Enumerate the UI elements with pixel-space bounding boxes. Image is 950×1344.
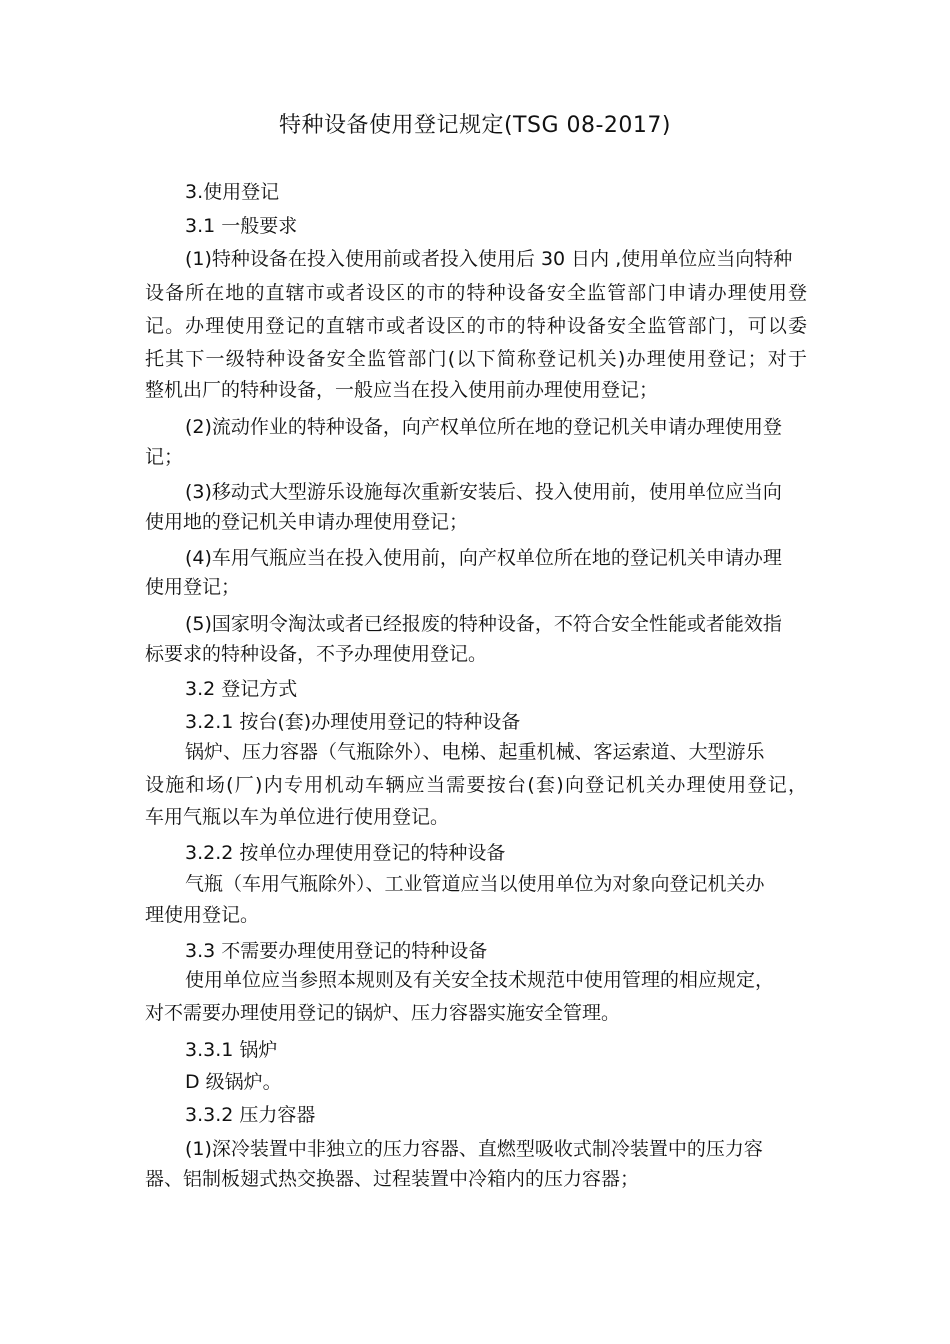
- paragraph-line: (1)深冷装置中非独立的压力容器、直燃型吸收式制冷装置中的压力容: [185, 1138, 763, 1160]
- paragraph-line: (3)移动式大型游乐设施每次重新安装后、投入使用前，使用单位应当向: [185, 481, 782, 503]
- section-3-3-2-heading: 3.3.2 压力容器: [185, 1104, 316, 1126]
- section-3-3-1-heading: 3.3.1 锅炉: [185, 1039, 278, 1061]
- paragraph-line: 记；: [145, 446, 184, 468]
- paragraph-line: 标要求的特种设备，不予办理使用登记。: [145, 643, 488, 665]
- paragraph-line: 理使用登记。: [145, 904, 260, 926]
- paragraph-line: 设备所在地的直辖市或者设区的市的特种设备安全监管部门申请办理使用登: [145, 282, 807, 304]
- paragraph-line: 器、铝制板翅式热交换器、过程装置中冷箱内的压力容器；: [145, 1168, 640, 1190]
- paragraph-line: 整机出厂的特种设备，一般应当在投入使用前办理使用登记；: [145, 379, 659, 401]
- paragraph-line: (2)流动作业的特种设备，向产权单位所在地的登记机关申请办理使用登: [185, 416, 782, 438]
- paragraph-line: D 级锅炉。: [185, 1071, 282, 1093]
- paragraph-line: 使用登记；: [145, 576, 241, 598]
- section-3-2-1-heading: 3.2.1 按台(套)办理使用登记的特种设备: [185, 711, 521, 733]
- paragraph-line: 记。办理使用登记的直辖市或者设区的市的特种设备安全监管部门，可以委: [145, 315, 807, 337]
- paragraph-line: 托其下一级特种设备安全监管部门(以下简称登记机关)办理使用登记；对于: [145, 348, 807, 370]
- section-3-heading: 3.使用登记: [185, 181, 280, 203]
- paragraph-line: 使用地的登记机关申请办理使用登记；: [145, 511, 469, 533]
- section-3-2-2-heading: 3.2.2 按单位办理使用登记的特种设备: [185, 842, 506, 864]
- section-3-2-heading: 3.2 登记方式: [185, 678, 298, 700]
- section-3-1-heading: 3.1 一般要求: [185, 215, 298, 237]
- section-3-3-heading: 3.3 不需要办理使用登记的特种设备: [185, 940, 488, 962]
- paragraph-line: 使用单位应当参照本规则及有关安全技术规范中使用管理的相应规定，: [185, 969, 775, 991]
- paragraph-line: 对不需要办理使用登记的锅炉、压力容器实施安全管理。: [145, 1002, 621, 1024]
- paragraph-line: (1)特种设备在投入使用前或者投入使用后 30 日内 ,使用单位应当向特种: [185, 248, 793, 270]
- document-title: 特种设备使用登记规定(TSG 08-2017): [278, 113, 672, 138]
- paragraph-line: (4)车用气瓶应当在投入使用前，向产权单位所在地的登记机关申请办理: [185, 547, 782, 569]
- paragraph-line: 气瓶（车用气瓶除外）、工业管道应当以使用单位为对象向登记机关办: [185, 873, 765, 895]
- paragraph-line: 锅炉、压力容器（气瓶除外）、电梯、起重机械、客运索道、大型游乐: [185, 741, 765, 763]
- paragraph-line: 设施和场(厂)内专用机动车辆应当需要按台(套)向登记机关办理使用登记，: [145, 774, 807, 796]
- paragraph-line: 车用气瓶以车为单位进行使用登记。: [145, 806, 450, 828]
- paragraph-line: (5)国家明令淘汰或者已经报废的特种设备，不符合安全性能或者能效指: [185, 613, 782, 635]
